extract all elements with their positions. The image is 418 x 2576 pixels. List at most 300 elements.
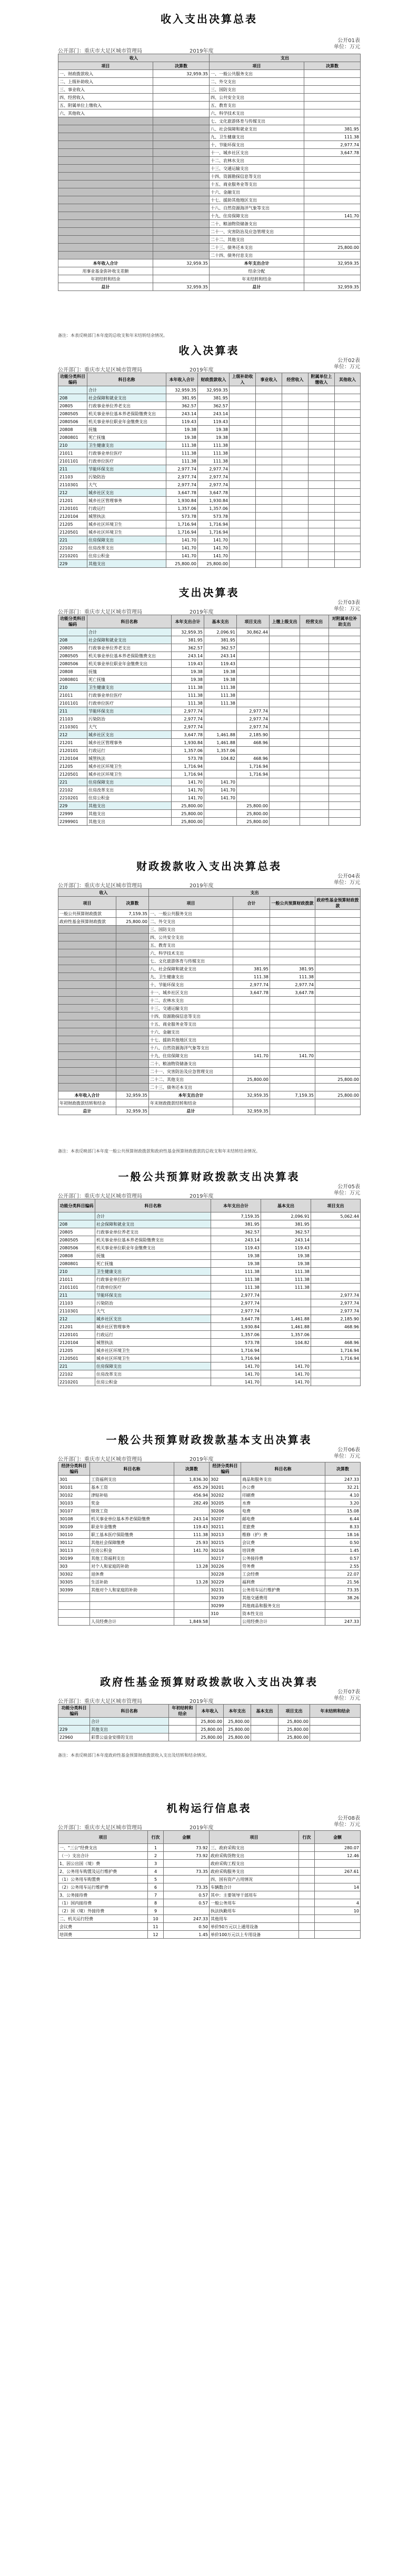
table-row — [58, 715, 361, 723]
table-cell: 141.70 — [172, 786, 204, 794]
unit-label: 单位：万元 — [334, 1454, 360, 1459]
table-row — [58, 1084, 361, 1091]
table-cell: 212 — [58, 489, 87, 497]
table-cell — [116, 1044, 149, 1052]
table-cell: 38.26 — [325, 1594, 361, 1602]
table-cell: 2120501 — [58, 1355, 95, 1362]
table-cell — [58, 1212, 95, 1220]
table-cell — [256, 410, 282, 418]
table-cell — [315, 1044, 361, 1052]
table-cell: 四、公共安全支出 — [149, 934, 233, 941]
table-cell — [300, 652, 329, 660]
table-cell: 212 — [58, 731, 87, 739]
table-cell: 21.56 — [325, 1578, 361, 1586]
dept-label: 公开部门：重庆市大足区城市管理局 — [58, 1457, 142, 1462]
table-cell — [204, 707, 237, 715]
table-row — [58, 707, 361, 715]
table-cell: 20808 — [58, 426, 87, 434]
table-cell: 0.57 — [164, 1891, 210, 1899]
table-cell — [335, 394, 361, 402]
table-cell: 141.70 — [172, 778, 204, 786]
table-cell: 二、上级补助收入 — [58, 78, 153, 86]
table-row — [58, 1052, 361, 1060]
column-header: 本年收入合计 — [166, 373, 198, 386]
table-row — [58, 442, 361, 449]
table-cell — [153, 196, 210, 204]
column-header: 经济分类科目编码 — [210, 1462, 241, 1476]
table-row — [58, 141, 361, 149]
table-cell — [256, 434, 282, 442]
table-cell — [153, 94, 210, 102]
table-cell — [270, 778, 300, 786]
table-row — [58, 973, 361, 981]
table-cell — [153, 212, 210, 220]
table-cell — [256, 394, 282, 402]
table-row — [58, 536, 361, 544]
table-cell — [335, 528, 361, 536]
table-cell — [311, 1220, 361, 1228]
table-cell — [153, 133, 210, 141]
table-cell — [116, 941, 149, 949]
table-cell — [230, 410, 256, 418]
income-header: 收入 — [58, 54, 210, 62]
table-cell — [58, 1013, 116, 1020]
table-cell: 1,461.88 — [261, 1315, 311, 1323]
table-cell — [116, 981, 149, 989]
table-cell: 十五、商业服务业等支出 — [210, 181, 304, 188]
table-cell: 119.43 — [211, 1244, 261, 1252]
table-cell: 二十二、其他支出 — [149, 1076, 233, 1084]
table-row — [58, 1276, 361, 1284]
table-cell — [282, 497, 308, 505]
table-cell: 141.70 — [166, 544, 198, 552]
table-cell: 362.57 — [204, 644, 237, 652]
table-cell: 其他商品和服务支出 — [241, 1602, 325, 1610]
table-cell — [311, 1276, 361, 1284]
table-cell: 19.38 — [198, 426, 230, 434]
table-row — [58, 252, 361, 259]
table-cell — [308, 402, 335, 410]
unit-info — [334, 1184, 360, 1197]
table-cell — [308, 442, 335, 449]
table-cell: 二十三、债务还本支出 — [210, 244, 304, 252]
table-cell: 政府采购货物支出 — [210, 1852, 299, 1860]
table-cell — [90, 1610, 174, 1618]
table-cell: 73.35 — [164, 1883, 210, 1891]
table-cell — [270, 715, 300, 723]
section-expend — [0, 584, 418, 824]
table-cell — [270, 957, 315, 965]
table-cell: 247.33 — [325, 1476, 361, 1484]
table-cell — [335, 513, 361, 520]
table-row — [58, 997, 361, 1005]
table-cell: 城乡社区环境卫生 — [87, 528, 166, 536]
table-cell — [256, 465, 282, 473]
table-cell — [230, 481, 256, 489]
table-row — [58, 513, 361, 520]
table-cell: 141.70 — [198, 544, 230, 552]
table-cell: 机关事业单位职业年金缴费支出 — [95, 1244, 211, 1252]
table-cell: 2210201 — [58, 1378, 95, 1386]
table-cell — [335, 552, 361, 560]
table-cell — [58, 997, 116, 1005]
table-cell: 维修（护）费 — [241, 1531, 325, 1539]
table-cell — [299, 1931, 315, 1939]
table-cell: 2120104 — [58, 513, 87, 520]
table-cell — [308, 513, 335, 520]
table-cell — [230, 544, 256, 552]
unit-info — [334, 38, 360, 51]
table-cell: 243.14 — [166, 410, 198, 418]
table-cell: 8 — [148, 1899, 164, 1907]
table-cell — [233, 957, 270, 965]
table-cell: 四、公共安全支出 — [210, 94, 304, 102]
table-cell — [116, 1028, 149, 1036]
table-row — [58, 125, 361, 133]
table-cell: 城乡社区管理事务 — [87, 497, 166, 505]
table-cell — [315, 997, 361, 1005]
table-row — [58, 1347, 361, 1355]
table-cell — [282, 481, 308, 489]
column-header: 上缴上级支出 — [270, 615, 300, 628]
carry-row: 年初结转和结余 — [58, 275, 153, 283]
table-cell — [230, 457, 256, 465]
table-cell: 2 — [148, 1852, 164, 1860]
table-row — [58, 1220, 361, 1228]
table-cell — [308, 520, 335, 528]
table-cell — [270, 1013, 315, 1020]
table-cell — [237, 778, 270, 786]
table-cell — [256, 402, 282, 410]
table-cell — [256, 505, 282, 513]
table-cell: 111.38 — [172, 699, 204, 707]
table-cell — [282, 473, 308, 481]
column-header: 经营支出 — [300, 615, 329, 628]
table-cell: 合计 — [90, 1718, 169, 1726]
table-cell — [335, 449, 361, 457]
table-cell: 119.43 — [204, 660, 237, 668]
table-cell — [329, 770, 361, 778]
table-cell: 2110301 — [58, 481, 87, 489]
table-cell — [116, 965, 149, 973]
table-cell — [300, 676, 329, 684]
table-cell: 212 — [58, 1315, 95, 1323]
table-cell — [116, 1076, 149, 1084]
table-cell: 会议费 — [241, 1539, 325, 1547]
table-cell: 六、科学技术支出 — [149, 949, 233, 957]
section-fiscal-summary — [0, 858, 418, 1154]
table-cell: 二十一、灾害防治及应急管理支出 — [210, 228, 304, 236]
table-cell — [315, 1891, 361, 1899]
table-cell — [335, 489, 361, 497]
table-row — [58, 1476, 361, 1484]
column-header: 其他收入 — [335, 373, 361, 386]
table-cell: 住房公积金 — [95, 1378, 211, 1386]
table-cell — [335, 505, 361, 513]
table-cell — [315, 981, 361, 989]
column-header: 附属单位上缴收入 — [308, 373, 335, 386]
table-cell: 1,357.06 — [172, 747, 204, 755]
table-row — [58, 497, 361, 505]
table-cell: 21205 — [58, 763, 87, 770]
table-cell: 243.14 — [172, 652, 204, 660]
table-cell: 抚恤 — [87, 668, 172, 676]
table-cell — [335, 410, 361, 418]
table-cell: 1、因公出国（境）费 — [58, 1860, 148, 1868]
table-cell — [304, 102, 361, 109]
table-cell: 30216 — [210, 1547, 241, 1555]
table-cell: 行政事业单位养老支出 — [95, 1228, 211, 1236]
table-row — [58, 1299, 361, 1307]
table-row — [58, 1523, 361, 1531]
column-header: 基本支出 — [204, 615, 237, 628]
table-cell: 2080506 — [58, 1244, 95, 1252]
table-cell: 2110301 — [58, 723, 87, 731]
table-cell: 2120101 — [58, 747, 87, 755]
table-cell: 会议费 — [58, 1923, 148, 1931]
table-cell: 25,800.00 — [224, 1718, 251, 1726]
carry-row: 用事业基金弥补收支差额 — [58, 267, 153, 275]
table-cell — [315, 941, 361, 949]
table-cell — [204, 763, 237, 770]
table-row — [58, 1060, 361, 1068]
column-header: 科目名称 — [241, 1462, 325, 1476]
column-header: 科目名称 — [90, 1705, 169, 1718]
table-cell — [304, 252, 361, 259]
table-cell: 30113 — [58, 1547, 90, 1555]
table-cell — [315, 1005, 361, 1013]
table-cell: 25,800.00 — [196, 1718, 224, 1726]
table-cell — [230, 552, 256, 560]
table-cell: 32,959.35 — [166, 386, 198, 394]
page-title: 一般公共预算财政拨款基本支出决算表 — [106, 1434, 312, 1446]
table-cell: 30211 — [210, 1523, 241, 1531]
table-cell: 其他社会保障缴费 — [90, 1539, 174, 1547]
table-cell: 468.96 — [311, 1339, 361, 1347]
table-cell — [308, 449, 335, 457]
general-budget-table — [58, 1199, 361, 1386]
table-cell: 2120104 — [58, 755, 87, 763]
table-cell: 七、文化旅游体育与传媒支出 — [149, 957, 233, 965]
table-row — [58, 1291, 361, 1299]
table-cell — [230, 418, 256, 426]
table-row — [58, 1852, 361, 1860]
column-header: 年末结转和结余 — [310, 1705, 361, 1718]
table-cell — [58, 117, 153, 125]
table-cell: 141.70 — [204, 786, 237, 794]
table-cell: 节能环保支出 — [87, 707, 172, 715]
table-cell: 住房改革支出 — [95, 1370, 211, 1378]
table-row — [58, 810, 361, 818]
footnote: 备注：本表反映部门本年度的总收支和年末结转结余情况。 — [58, 333, 167, 338]
table-cell: 119.43 — [174, 1523, 210, 1531]
table-cell — [304, 228, 361, 236]
table-cell: 行政事业单位医疗 — [87, 449, 166, 457]
table-cell — [308, 394, 335, 402]
table-cell: 2101101 — [58, 1284, 95, 1291]
table-cell — [329, 660, 361, 668]
table-cell — [153, 204, 210, 212]
table-cell: 25,800.00 — [166, 560, 198, 568]
table-cell — [58, 204, 153, 212]
column-header: 财政拨款收入 — [198, 373, 230, 386]
table-row — [58, 1228, 361, 1236]
table-cell — [116, 1052, 149, 1060]
table-cell — [256, 489, 282, 497]
table-cell: 1,716.94 — [311, 1355, 361, 1362]
table-cell — [300, 644, 329, 652]
table-cell: 2,977.74 — [304, 141, 361, 149]
table-cell: 2,096.91 — [261, 1212, 311, 1220]
table-cell — [237, 668, 270, 676]
table-cell — [233, 949, 270, 957]
table-cell: 行政事业单位养老支出 — [87, 402, 166, 410]
table-cell: 381.95 — [204, 636, 237, 644]
table-cell — [304, 86, 361, 94]
table-cell — [58, 628, 87, 636]
table-cell — [300, 810, 329, 818]
table-cell: 行政单位医疗 — [87, 699, 172, 707]
expend-header: 支出 — [210, 54, 361, 62]
table-cell: 32,959.35 — [198, 386, 230, 394]
table-cell: 机关事业单位基本养老保险缴费 — [90, 1515, 174, 1523]
table-cell — [315, 926, 361, 934]
unit-label: 单位：万元 — [334, 880, 360, 886]
table-cell — [315, 1052, 361, 1060]
table-row — [58, 910, 361, 918]
table-cell: 1,930.84 — [211, 1323, 261, 1331]
table-cell: 9 — [148, 1907, 164, 1915]
table-cell — [325, 1602, 361, 1610]
table-cell — [299, 1899, 315, 1907]
table-row — [58, 941, 361, 949]
table-cell — [300, 660, 329, 668]
table-cell — [299, 1852, 315, 1860]
grand-label: 总计 — [149, 1107, 233, 1115]
table-cell — [329, 763, 361, 770]
table-cell: 12 — [148, 1931, 164, 1939]
table-cell: 合计 — [95, 1212, 211, 1220]
table-cell: 381.95 — [304, 125, 361, 133]
table-cell: 资本性支出 — [241, 1610, 325, 1618]
table-cell — [153, 109, 210, 117]
table-cell: 九、卫生健康支出 — [149, 973, 233, 981]
table-cell: 141.70 — [174, 1547, 210, 1555]
table-cell — [311, 1252, 361, 1260]
table-cell: 十二、农林水支出 — [210, 157, 304, 165]
table-cell — [315, 1931, 361, 1939]
table-cell — [300, 786, 329, 794]
table-cell — [58, 220, 153, 228]
table-cell: 141.70 — [261, 1370, 311, 1378]
table-cell: 1,849.58 — [174, 1618, 210, 1626]
table-cell — [58, 244, 153, 252]
table-cell: 22.07 — [325, 1570, 361, 1578]
table-cell: （一）支出合计 — [58, 1852, 148, 1860]
table-cell — [270, 707, 300, 715]
column-header: 行次 — [299, 1831, 315, 1844]
column-header: 经济分类科目编码 — [58, 1462, 90, 1476]
table-cell — [251, 1718, 278, 1726]
table-cell: 104.82 — [261, 1339, 311, 1347]
table-cell — [270, 794, 300, 802]
table-cell: 六、其他收入 — [58, 109, 153, 117]
table-row — [58, 1547, 361, 1555]
table-cell — [237, 691, 270, 699]
table-row — [58, 157, 361, 165]
col-amount: 决算数 — [304, 62, 361, 70]
table-cell — [204, 802, 237, 810]
table-cell — [204, 715, 237, 723]
table-cell — [270, 668, 300, 676]
table-cell — [282, 449, 308, 457]
table-cell — [174, 1594, 210, 1602]
table-cell: 城乡社区管理事务 — [95, 1323, 211, 1331]
table-row — [58, 489, 361, 497]
table-cell — [256, 520, 282, 528]
table-row — [58, 1907, 361, 1915]
table-cell — [116, 934, 149, 941]
table-cell: 20808 — [58, 668, 87, 676]
table-cell: 2080505 — [58, 1236, 95, 1244]
table-cell: 城乡社区环境卫生 — [87, 770, 172, 778]
table-cell: 大气 — [95, 1307, 211, 1315]
table-cell: 2,977.74 — [172, 707, 204, 715]
table-cell: 2120501 — [58, 770, 87, 778]
table-cell: 电费 — [241, 1507, 325, 1515]
table-cell: 13.28 — [174, 1578, 210, 1586]
table-cell — [315, 1020, 361, 1028]
table-cell — [90, 1602, 174, 1610]
table-cell: 1,930.84 — [198, 497, 230, 505]
table-cell — [270, 699, 300, 707]
table-cell: 三、事业收入 — [58, 86, 153, 94]
unit-info — [334, 1447, 360, 1460]
table-cell: （2）国（境）外接待费 — [58, 1907, 148, 1915]
table-cell: 362.57 — [166, 402, 198, 410]
table-cell: 573.78 — [211, 1339, 261, 1347]
table-cell: 2080506 — [58, 660, 87, 668]
table-cell: 21201 — [58, 1323, 95, 1331]
table-row — [58, 1028, 361, 1036]
table-cell: 141.70 — [261, 1378, 311, 1386]
table-row — [58, 1610, 361, 1618]
table-cell — [58, 173, 153, 181]
table-cell: 机关事业单位基本养老保险缴费支出 — [87, 652, 172, 660]
table-cell: 141.70 — [166, 552, 198, 560]
table-cell: 19.38 — [166, 426, 198, 434]
section-income-expend-summary — [0, 11, 418, 338]
table-row — [58, 989, 361, 997]
table-cell: 工会经费 — [241, 1570, 325, 1578]
table-row — [58, 181, 361, 188]
table-cell: 执法执勤用车 — [210, 1907, 299, 1915]
table-cell — [256, 449, 282, 457]
table-cell — [311, 1284, 361, 1291]
table-cell: 21205 — [58, 1347, 95, 1355]
table-row — [58, 636, 361, 644]
table-cell — [300, 755, 329, 763]
table-cell — [256, 528, 282, 536]
table-cell — [335, 497, 361, 505]
table-cell: 社会保障和就业支出 — [95, 1220, 211, 1228]
total-expend-label: 本年支出合计 — [149, 1091, 233, 1099]
column-header: 金额 — [164, 1831, 210, 1844]
column-header: 科目名称 — [87, 615, 172, 628]
table-cell — [335, 442, 361, 449]
table-cell — [58, 981, 116, 989]
table-cell: 141.70 — [211, 1370, 261, 1378]
